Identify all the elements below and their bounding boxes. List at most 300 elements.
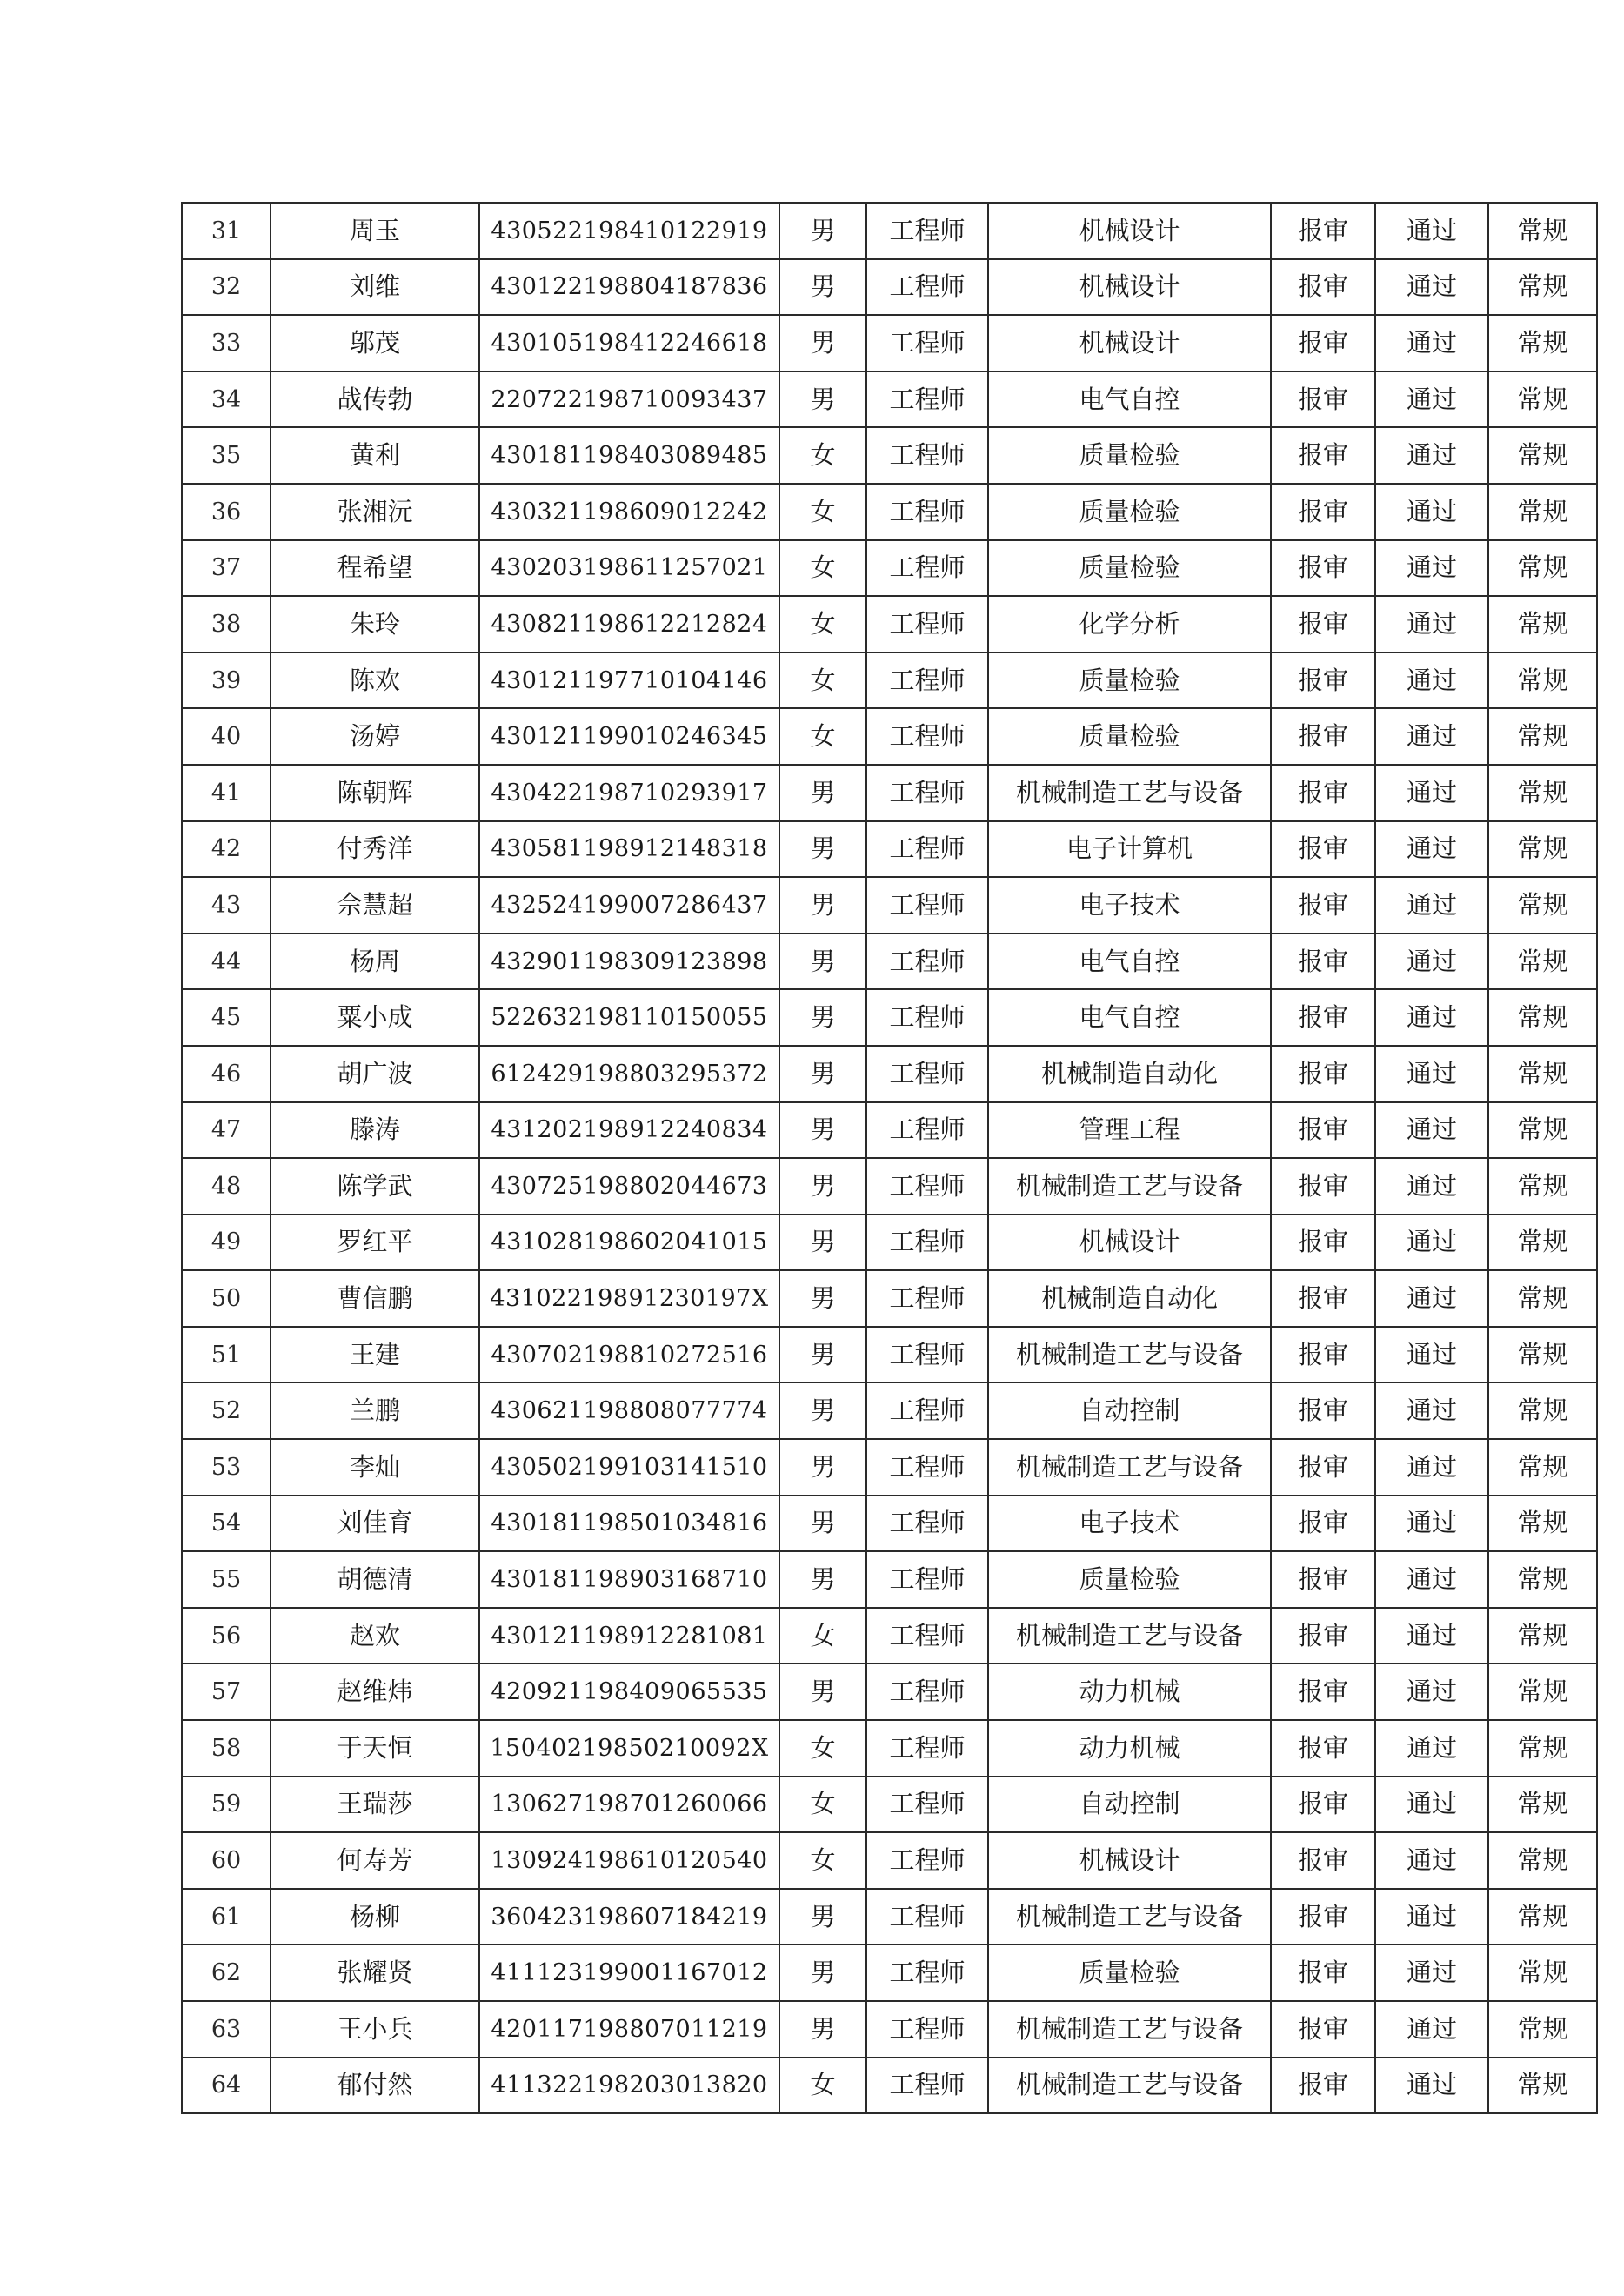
id-number-cell: 430181198403089485 <box>479 427 779 484</box>
review-type-cell: 报审 <box>1271 1158 1375 1215</box>
table-row <box>182 203 1597 259</box>
category-cell: 常规 <box>1488 427 1597 484</box>
name-cell: 何寿芳 <box>271 1832 479 1889</box>
review-type-cell: 报审 <box>1271 2058 1375 2114</box>
specialty-cell: 机械制造工艺与设备 <box>988 1327 1271 1383</box>
name-cell: 于天恒 <box>271 1720 479 1777</box>
table-row <box>182 1496 1597 1552</box>
name-cell: 王小兵 <box>271 2001 479 2058</box>
name-cell: 胡广波 <box>271 1046 479 1102</box>
specialty-cell: 动力机械 <box>988 1720 1271 1777</box>
gender-cell: 男 <box>779 259 866 316</box>
gender-cell: 男 <box>779 1102 866 1159</box>
review-type-cell: 报审 <box>1271 372 1375 428</box>
result-cell: 通过 <box>1375 1496 1488 1552</box>
review-type-cell: 报审 <box>1271 765 1375 821</box>
title-cell: 工程师 <box>866 1608 988 1664</box>
title-cell: 工程师 <box>866 1327 988 1383</box>
row-index: 32 <box>182 259 271 316</box>
title-cell: 工程师 <box>866 934 988 990</box>
name-cell: 罗红平 <box>271 1215 479 1271</box>
title-cell: 工程师 <box>866 1663 988 1720</box>
category-cell: 常规 <box>1488 1720 1597 1777</box>
category-cell: 常规 <box>1488 653 1597 709</box>
category-cell: 常规 <box>1488 2001 1597 2058</box>
category-cell: 常规 <box>1488 2058 1597 2114</box>
title-cell: 工程师 <box>866 1496 988 1552</box>
result-cell: 通过 <box>1375 877 1488 934</box>
category-cell: 常规 <box>1488 1439 1597 1496</box>
row-index: 60 <box>182 1832 271 1889</box>
table-row <box>182 934 1597 990</box>
result-cell: 通过 <box>1375 596 1488 653</box>
gender-cell: 女 <box>779 540 866 597</box>
review-type-cell: 报审 <box>1271 315 1375 372</box>
category-cell: 常规 <box>1488 1102 1597 1159</box>
category-cell: 常规 <box>1488 203 1597 259</box>
category-cell: 常规 <box>1488 1832 1597 1889</box>
gender-cell: 男 <box>779 821 866 878</box>
gender-cell: 女 <box>779 708 866 765</box>
name-cell: 邬茂 <box>271 315 479 372</box>
name-cell: 陈朝辉 <box>271 765 479 821</box>
name-cell: 黄利 <box>271 427 479 484</box>
gender-cell: 男 <box>779 934 866 990</box>
table-row <box>182 1608 1597 1664</box>
table-row <box>182 1270 1597 1327</box>
category-cell: 常规 <box>1488 1608 1597 1664</box>
review-type-cell: 报审 <box>1271 1608 1375 1664</box>
row-index: 49 <box>182 1215 271 1271</box>
name-cell: 陈学武 <box>271 1158 479 1215</box>
gender-cell: 男 <box>779 765 866 821</box>
specialty-cell: 机械制造工艺与设备 <box>988 2001 1271 2058</box>
review-type-cell: 报审 <box>1271 1832 1375 1889</box>
category-cell: 常规 <box>1488 1496 1597 1552</box>
result-cell: 通过 <box>1375 1046 1488 1102</box>
id-number-cell: 430821198612212824 <box>479 596 779 653</box>
title-cell: 工程师 <box>866 2058 988 2114</box>
id-number-cell: 430725198802044673 <box>479 1158 779 1215</box>
table-row <box>182 1102 1597 1159</box>
title-cell: 工程师 <box>866 708 988 765</box>
review-type-cell: 报审 <box>1271 934 1375 990</box>
id-number-cell: 612429198803295372 <box>479 1046 779 1102</box>
name-cell: 胡德清 <box>271 1551 479 1608</box>
table-row <box>182 1945 1597 2001</box>
category-cell: 常规 <box>1488 1551 1597 1608</box>
review-type-cell: 报审 <box>1271 1046 1375 1102</box>
gender-cell: 男 <box>779 1663 866 1720</box>
gender-cell: 男 <box>779 1382 866 1439</box>
row-index: 35 <box>182 427 271 484</box>
row-index: 44 <box>182 934 271 990</box>
result-cell: 通过 <box>1375 708 1488 765</box>
result-cell: 通过 <box>1375 1215 1488 1271</box>
title-cell: 工程师 <box>866 1720 988 1777</box>
result-cell: 通过 <box>1375 1102 1488 1159</box>
result-cell: 通过 <box>1375 372 1488 428</box>
id-number-cell: 430522198410122919 <box>479 203 779 259</box>
title-cell: 工程师 <box>866 1215 988 1271</box>
review-type-cell: 报审 <box>1271 203 1375 259</box>
table-row <box>182 2001 1597 2058</box>
id-number-cell: 430121197710104146 <box>479 653 779 709</box>
review-type-cell: 报审 <box>1271 1496 1375 1552</box>
row-index: 54 <box>182 1496 271 1552</box>
title-cell: 工程师 <box>866 1832 988 1889</box>
row-index: 38 <box>182 596 271 653</box>
result-cell: 通过 <box>1375 2001 1488 2058</box>
specialty-cell: 质量检验 <box>988 540 1271 597</box>
gender-cell: 男 <box>779 1551 866 1608</box>
gender-cell: 男 <box>779 989 866 1046</box>
title-cell: 工程师 <box>866 1102 988 1159</box>
row-index: 62 <box>182 1945 271 2001</box>
specialty-cell: 机械制造工艺与设备 <box>988 2058 1271 2114</box>
name-cell: 付秀洋 <box>271 821 479 878</box>
table-row <box>182 708 1597 765</box>
review-type-cell: 报审 <box>1271 1889 1375 1945</box>
specialty-cell: 电气自控 <box>988 989 1271 1046</box>
gender-cell: 女 <box>779 427 866 484</box>
name-cell: 杨周 <box>271 934 479 990</box>
category-cell: 常规 <box>1488 765 1597 821</box>
id-number-cell: 430105198412246618 <box>479 315 779 372</box>
gender-cell: 男 <box>779 1215 866 1271</box>
category-cell: 常规 <box>1488 1382 1597 1439</box>
title-cell: 工程师 <box>866 1889 988 1945</box>
title-cell: 工程师 <box>866 989 988 1046</box>
result-cell: 通过 <box>1375 1889 1488 1945</box>
review-type-cell: 报审 <box>1271 259 1375 316</box>
result-cell: 通过 <box>1375 540 1488 597</box>
result-cell: 通过 <box>1375 1327 1488 1383</box>
category-cell: 常规 <box>1488 484 1597 540</box>
id-number-cell: 430581198912148318 <box>479 821 779 878</box>
id-number-cell: 130924198610120540 <box>479 1832 779 1889</box>
specialty-cell: 电子计算机 <box>988 821 1271 878</box>
specialty-cell: 化学分析 <box>988 596 1271 653</box>
row-index: 47 <box>182 1102 271 1159</box>
gender-cell: 男 <box>779 203 866 259</box>
row-index: 55 <box>182 1551 271 1608</box>
name-cell: 周玉 <box>271 203 479 259</box>
row-index: 45 <box>182 989 271 1046</box>
review-type-cell: 报审 <box>1271 1663 1375 1720</box>
result-cell: 通过 <box>1375 1945 1488 2001</box>
title-cell: 工程师 <box>866 1270 988 1327</box>
id-number-cell: 220722198710093437 <box>479 372 779 428</box>
specialty-cell: 质量检验 <box>988 1551 1271 1608</box>
row-index: 61 <box>182 1889 271 1945</box>
id-number-cell: 411123199001167012 <box>479 1945 779 2001</box>
specialty-cell: 电气自控 <box>988 372 1271 428</box>
review-type-cell: 报审 <box>1271 821 1375 878</box>
name-cell: 陈欢 <box>271 653 479 709</box>
table-row <box>182 1832 1597 1889</box>
row-index: 39 <box>182 653 271 709</box>
category-cell: 常规 <box>1488 708 1597 765</box>
id-number-cell: 431202198912240834 <box>479 1102 779 1159</box>
category-cell: 常规 <box>1488 259 1597 316</box>
id-number-cell: 430502199103141510 <box>479 1439 779 1496</box>
name-cell: 郁付然 <box>271 2058 479 2114</box>
title-cell: 工程师 <box>866 1439 988 1496</box>
category-cell: 常规 <box>1488 989 1597 1046</box>
specialty-cell: 机械制造工艺与设备 <box>988 1608 1271 1664</box>
row-index: 50 <box>182 1270 271 1327</box>
specialty-cell: 动力机械 <box>988 1663 1271 1720</box>
title-cell: 工程师 <box>866 821 988 878</box>
table-row <box>182 484 1597 540</box>
table-row <box>182 372 1597 428</box>
id-number-cell: 430122198804187836 <box>479 259 779 316</box>
row-index: 51 <box>182 1327 271 1383</box>
table-row <box>182 765 1597 821</box>
table-row <box>182 1720 1597 1777</box>
id-number-cell: 420921198409065535 <box>479 1663 779 1720</box>
name-cell: 张湘沅 <box>271 484 479 540</box>
result-cell: 通过 <box>1375 821 1488 878</box>
result-cell: 通过 <box>1375 1382 1488 1439</box>
specialty-cell: 机械制造自动化 <box>988 1270 1271 1327</box>
id-number-cell: 522632198110150055 <box>479 989 779 1046</box>
table-row <box>182 2058 1597 2114</box>
specialty-cell: 质量检验 <box>988 1945 1271 2001</box>
review-type-cell: 报审 <box>1271 2001 1375 2058</box>
gender-cell: 女 <box>779 484 866 540</box>
name-cell: 赵欢 <box>271 1608 479 1664</box>
table-row <box>182 1327 1597 1383</box>
category-cell: 常规 <box>1488 1158 1597 1215</box>
title-cell: 工程师 <box>866 1777 988 1833</box>
specialty-cell: 自动控制 <box>988 1777 1271 1833</box>
id-number-cell: 430121199010246345 <box>479 708 779 765</box>
table-row <box>182 540 1597 597</box>
review-type-cell: 报审 <box>1271 1439 1375 1496</box>
name-cell: 兰鹏 <box>271 1382 479 1439</box>
name-cell: 王建 <box>271 1327 479 1383</box>
row-index: 43 <box>182 877 271 934</box>
row-index: 46 <box>182 1046 271 1102</box>
specialty-cell: 管理工程 <box>988 1102 1271 1159</box>
review-type-cell: 报审 <box>1271 596 1375 653</box>
table-row <box>182 1158 1597 1215</box>
category-cell: 常规 <box>1488 1327 1597 1383</box>
row-index: 42 <box>182 821 271 878</box>
name-cell: 滕涛 <box>271 1102 479 1159</box>
name-cell: 张耀贤 <box>271 1945 479 2001</box>
title-cell: 工程师 <box>866 1382 988 1439</box>
gender-cell: 女 <box>779 1720 866 1777</box>
title-cell: 工程师 <box>866 1551 988 1608</box>
table-row <box>182 1889 1597 1945</box>
title-cell: 工程师 <box>866 1945 988 2001</box>
title-cell: 工程师 <box>866 1158 988 1215</box>
result-cell: 通过 <box>1375 427 1488 484</box>
category-cell: 常规 <box>1488 877 1597 934</box>
review-type-cell: 报审 <box>1271 989 1375 1046</box>
table-row <box>182 989 1597 1046</box>
title-cell: 工程师 <box>866 372 988 428</box>
review-type-cell: 报审 <box>1271 427 1375 484</box>
table-row <box>182 821 1597 878</box>
row-index: 52 <box>182 1382 271 1439</box>
gender-cell: 男 <box>779 1439 866 1496</box>
table-row <box>182 1777 1597 1833</box>
row-index: 34 <box>182 372 271 428</box>
gender-cell: 男 <box>779 877 866 934</box>
review-type-cell: 报审 <box>1271 1270 1375 1327</box>
gender-cell: 女 <box>779 1832 866 1889</box>
specialty-cell: 机械设计 <box>988 203 1271 259</box>
name-cell: 刘维 <box>271 259 479 316</box>
result-cell: 通过 <box>1375 1270 1488 1327</box>
name-cell: 汤婷 <box>271 708 479 765</box>
title-cell: 工程师 <box>866 765 988 821</box>
gender-cell: 男 <box>779 1945 866 2001</box>
id-number-cell: 411322198203013820 <box>479 2058 779 2114</box>
title-cell: 工程师 <box>866 484 988 540</box>
id-number-cell: 430321198609012242 <box>479 484 779 540</box>
row-index: 41 <box>182 765 271 821</box>
title-cell: 工程师 <box>866 596 988 653</box>
specialty-cell: 电子技术 <box>988 1496 1271 1552</box>
review-type-cell: 报审 <box>1271 1777 1375 1833</box>
title-cell: 工程师 <box>866 2001 988 2058</box>
review-type-cell: 报审 <box>1271 1551 1375 1608</box>
id-number-cell: 430203198611257021 <box>479 540 779 597</box>
specialty-cell: 机械制造工艺与设备 <box>988 1158 1271 1215</box>
table-row <box>182 1663 1597 1720</box>
gender-cell: 女 <box>779 653 866 709</box>
category-cell: 常规 <box>1488 1046 1597 1102</box>
roster-table <box>181 202 1598 2114</box>
id-number-cell: 430121198912281081 <box>479 1608 779 1664</box>
id-number-cell: 430621198808077774 <box>479 1382 779 1439</box>
result-cell: 通过 <box>1375 1720 1488 1777</box>
result-cell: 通过 <box>1375 1608 1488 1664</box>
table-row <box>182 1215 1597 1271</box>
gender-cell: 男 <box>779 1158 866 1215</box>
title-cell: 工程师 <box>866 259 988 316</box>
result-cell: 通过 <box>1375 1158 1488 1215</box>
gender-cell: 女 <box>779 596 866 653</box>
name-cell: 战传勃 <box>271 372 479 428</box>
gender-cell: 男 <box>779 1889 866 1945</box>
id-number-cell: 432901198309123898 <box>479 934 779 990</box>
category-cell: 常规 <box>1488 596 1597 653</box>
id-number-cell: 430181198501034816 <box>479 1496 779 1552</box>
name-cell: 王瑞莎 <box>271 1777 479 1833</box>
specialty-cell: 机械制造工艺与设备 <box>988 1439 1271 1496</box>
row-index: 56 <box>182 1608 271 1664</box>
review-type-cell: 报审 <box>1271 1327 1375 1383</box>
title-cell: 工程师 <box>866 427 988 484</box>
review-type-cell: 报审 <box>1271 877 1375 934</box>
review-type-cell: 报审 <box>1271 653 1375 709</box>
category-cell: 常规 <box>1488 1663 1597 1720</box>
result-cell: 通过 <box>1375 1832 1488 1889</box>
category-cell: 常规 <box>1488 372 1597 428</box>
id-number-cell: 430181198903168710 <box>479 1551 779 1608</box>
title-cell: 工程师 <box>866 540 988 597</box>
specialty-cell: 机械制造工艺与设备 <box>988 1889 1271 1945</box>
specialty-cell: 机械制造工艺与设备 <box>988 765 1271 821</box>
specialty-cell: 电子技术 <box>988 877 1271 934</box>
table-row <box>182 877 1597 934</box>
name-cell: 曹信鹏 <box>271 1270 479 1327</box>
name-cell: 粟小成 <box>271 989 479 1046</box>
name-cell: 杨柳 <box>271 1889 479 1945</box>
specialty-cell: 机械设计 <box>988 1832 1271 1889</box>
review-type-cell: 报审 <box>1271 540 1375 597</box>
specialty-cell: 自动控制 <box>988 1382 1271 1439</box>
row-index: 31 <box>182 203 271 259</box>
specialty-cell: 机械制造自动化 <box>988 1046 1271 1102</box>
specialty-cell: 质量检验 <box>988 708 1271 765</box>
name-cell: 李灿 <box>271 1439 479 1496</box>
category-cell: 常规 <box>1488 934 1597 990</box>
gender-cell: 男 <box>779 1046 866 1102</box>
id-number-cell: 420117198807011219 <box>479 2001 779 2058</box>
table-row <box>182 1551 1597 1608</box>
id-number-cell: 360423198607184219 <box>479 1889 779 1945</box>
title-cell: 工程师 <box>866 203 988 259</box>
result-cell: 通过 <box>1375 765 1488 821</box>
row-index: 64 <box>182 2058 271 2114</box>
name-cell: 刘佳育 <box>271 1496 479 1552</box>
category-cell: 常规 <box>1488 1270 1597 1327</box>
gender-cell: 男 <box>779 315 866 372</box>
gender-cell: 女 <box>779 1777 866 1833</box>
specialty-cell: 电气自控 <box>988 934 1271 990</box>
specialty-cell: 质量检验 <box>988 653 1271 709</box>
name-cell: 佘慧超 <box>271 877 479 934</box>
result-cell: 通过 <box>1375 934 1488 990</box>
table-row <box>182 653 1597 709</box>
specialty-cell: 质量检验 <box>988 427 1271 484</box>
result-cell: 通过 <box>1375 259 1488 316</box>
title-cell: 工程师 <box>866 877 988 934</box>
category-cell: 常规 <box>1488 540 1597 597</box>
category-cell: 常规 <box>1488 1215 1597 1271</box>
review-type-cell: 报审 <box>1271 1720 1375 1777</box>
row-index: 40 <box>182 708 271 765</box>
id-number-cell: 430702198810272516 <box>479 1327 779 1383</box>
result-cell: 通过 <box>1375 1439 1488 1496</box>
result-cell: 通过 <box>1375 2058 1488 2114</box>
result-cell: 通过 <box>1375 484 1488 540</box>
row-index: 58 <box>182 1720 271 1777</box>
row-index: 59 <box>182 1777 271 1833</box>
title-cell: 工程师 <box>866 1046 988 1102</box>
review-type-cell: 报审 <box>1271 1945 1375 2001</box>
specialty-cell: 机械设计 <box>988 1215 1271 1271</box>
id-number-cell: 431028198602041015 <box>479 1215 779 1271</box>
review-type-cell: 报审 <box>1271 484 1375 540</box>
id-number-cell: 130627198701260066 <box>479 1777 779 1833</box>
table-row <box>182 1439 1597 1496</box>
name-cell: 程希望 <box>271 540 479 597</box>
title-cell: 工程师 <box>866 653 988 709</box>
table-row <box>182 427 1597 484</box>
row-index: 37 <box>182 540 271 597</box>
row-index: 33 <box>182 315 271 372</box>
category-cell: 常规 <box>1488 1777 1597 1833</box>
gender-cell: 男 <box>779 372 866 428</box>
